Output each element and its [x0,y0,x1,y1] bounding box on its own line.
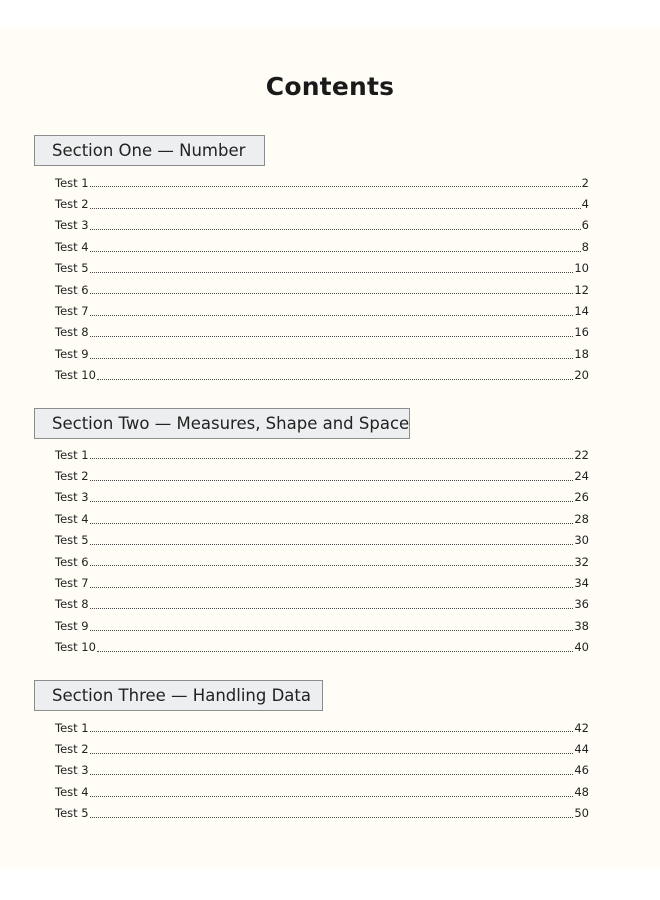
dot-leader [90,357,574,359]
toc-entry-label: Test 7 [55,576,89,591]
toc-entry-page: 14 [574,304,589,319]
dot-leader [90,500,574,502]
dot-leader [90,228,581,230]
toc-entry[interactable] [55,365,589,386]
toc-entry[interactable] [55,508,589,529]
toc-entry-label: Test 1 [55,720,89,735]
toc-entry[interactable] [55,322,589,343]
section-heading-measures-shape-space: Section Two — Measures, Shape and Space [34,408,410,439]
toc-entry-page: 6 [581,218,589,233]
toc-entry-page: 32 [574,554,589,569]
dot-leader [90,795,574,797]
toc-entry-label: Test 6 [55,554,89,569]
toc-entry[interactable] [55,594,589,615]
dot-leader [90,335,574,337]
toc-entry-page: 20 [574,368,589,383]
toc-entry-page: 18 [574,346,589,361]
dot-leader [90,479,574,481]
toc-entry[interactable] [55,717,589,738]
dot-leader [90,816,574,818]
toc-entry-page: 50 [574,806,589,821]
toc-entry-page: 36 [574,597,589,612]
toc-entry-label: Test 4 [55,511,89,526]
toc-entry-label: Test 2 [55,469,89,484]
dot-leader [97,650,573,652]
toc-entry-page: 38 [574,618,589,633]
toc-entry-page: 22 [574,447,589,462]
toc-entry[interactable] [55,615,589,636]
toc-entry-label: Test 5 [55,533,89,548]
toc-entry-label: Test 9 [55,618,89,633]
dot-leader [90,271,574,273]
toc-entry[interactable] [55,637,589,658]
toc-entry-label: Test 5 [55,806,89,821]
toc-entry-page: 40 [574,640,589,655]
toc-entry-label: Test 2 [55,197,89,212]
dot-leader [90,564,574,566]
toc-entry-page: 12 [574,282,589,297]
toc-entry-page: 16 [574,325,589,340]
toc-entry[interactable] [55,444,589,465]
toc-entry-page: 44 [574,742,589,757]
toc-entry[interactable] [55,236,589,257]
toc-entry[interactable] [55,803,589,824]
toc-entry-label: Test 8 [55,325,89,340]
toc-entry-label: Test 3 [55,763,89,778]
toc-entry-label: Test 3 [55,218,89,233]
toc-entry-page: 30 [574,533,589,548]
dot-leader [90,185,581,187]
toc-entry-label: Test 7 [55,304,89,319]
toc-entry-page: 2 [581,175,589,190]
dot-leader [97,378,573,380]
dot-leader [90,250,581,252]
toc-entry-label: Test 4 [55,239,89,254]
toc-entry-page: 34 [574,576,589,591]
toc-entry[interactable] [55,465,589,486]
dot-leader [90,607,574,609]
toc-entry-page: 28 [574,511,589,526]
toc-entry[interactable] [55,343,589,364]
dot-leader [90,207,581,209]
toc-entry[interactable] [55,193,589,214]
toc-entry-page: 4 [581,197,589,212]
toc-entry-label: Test 6 [55,282,89,297]
toc-entry[interactable] [55,738,589,759]
toc-entry-label: Test 1 [55,447,89,462]
toc-entry[interactable] [55,760,589,781]
toc-entry[interactable] [55,487,589,508]
contents-page [0,28,660,869]
toc-entry-label: Test 1 [55,175,89,190]
dot-leader [90,314,574,316]
toc-entry-label: Test 9 [55,346,89,361]
toc-entry-page: 10 [574,261,589,276]
toc-entry[interactable] [55,172,589,193]
toc-list-section-one [55,172,589,386]
toc-list-section-two [55,444,589,658]
toc-entry[interactable] [55,215,589,236]
dot-leader [90,543,574,545]
dot-leader [90,752,574,754]
toc-entry-label: Test 3 [55,490,89,505]
dot-leader [90,292,574,294]
toc-entry[interactable] [55,530,589,551]
toc-entry[interactable] [55,258,589,279]
dot-leader [90,629,574,631]
toc-entry-label: Test 10 [55,640,96,655]
dot-leader [90,522,574,524]
toc-entry[interactable] [55,572,589,593]
toc-entry-page: 46 [574,763,589,778]
dot-leader [90,586,574,588]
dot-leader [90,730,574,732]
section-heading-handling-data: Section Three — Handling Data [34,680,323,711]
toc-entry[interactable] [55,781,589,802]
toc-entry-page: 48 [574,784,589,799]
toc-entry-label: Test 5 [55,261,89,276]
dot-leader [90,457,574,459]
page-title: Contents [265,72,395,101]
toc-list-section-three [55,717,589,824]
dot-leader [90,773,574,775]
toc-entry-label: Test 8 [55,597,89,612]
toc-entry[interactable] [55,300,589,321]
toc-entry-page: 26 [574,490,589,505]
toc-entry-page: 8 [581,239,589,254]
section-heading-number: Section One — Number [34,135,265,166]
toc-entry-label: Test 2 [55,742,89,757]
toc-entry-label: Test 4 [55,784,89,799]
toc-entry[interactable] [55,551,589,572]
toc-entry-page: 42 [574,720,589,735]
toc-entry-page: 24 [574,469,589,484]
toc-entry[interactable] [55,279,589,300]
toc-entry-label: Test 10 [55,368,96,383]
